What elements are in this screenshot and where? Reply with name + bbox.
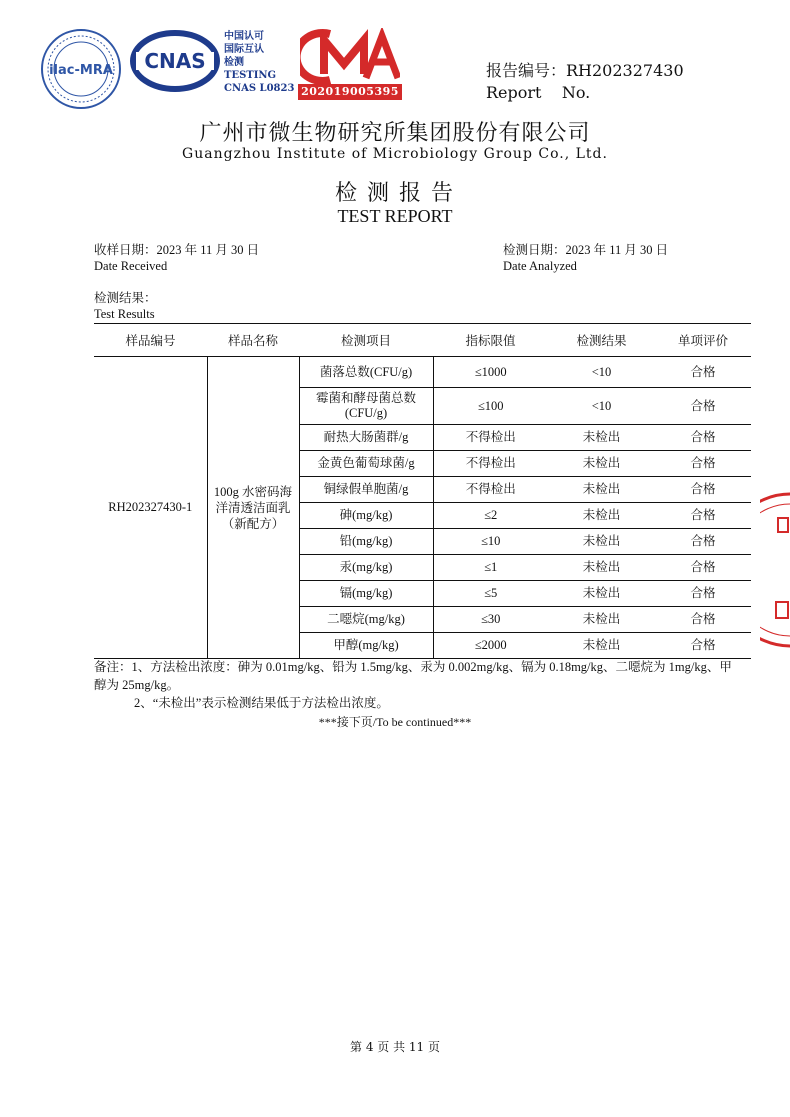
cnas-line: 中国认可 bbox=[224, 31, 264, 42]
evaluation: 合格 bbox=[655, 388, 751, 425]
cnas-logo bbox=[130, 30, 220, 92]
limit-value: 不得检出 bbox=[433, 451, 548, 477]
table-row bbox=[94, 357, 751, 388]
cnas-line: TESTING bbox=[224, 70, 277, 81]
test-result: 未检出 bbox=[548, 451, 655, 477]
column-header: 检测结果 bbox=[548, 324, 655, 357]
report-number: 报告编号：RH202327430 bbox=[486, 61, 684, 80]
test-item: 菌落总数(CFU/g) bbox=[299, 357, 433, 388]
evaluation: 合格 bbox=[655, 451, 751, 477]
column-header: 样品编号 bbox=[94, 324, 207, 357]
limit-value: ≤1000 bbox=[433, 357, 548, 388]
cnas-line: CNAS L0823 bbox=[224, 83, 295, 94]
test-result: 未检出 bbox=[548, 633, 655, 659]
test-item: 砷(mg/kg) bbox=[299, 503, 433, 529]
report-title-cn: 检测报告 bbox=[334, 181, 463, 206]
date-received-cn: 收样日期：2023 年 11 月 30 日 bbox=[94, 243, 260, 257]
evaluation: 合格 bbox=[655, 477, 751, 503]
continued-marker: ***接下页/To be continued*** bbox=[318, 715, 472, 729]
date-analyzed-en: Date Analyzed bbox=[503, 259, 577, 273]
date-analyzed-cn: 检测日期：2023 年 11 月 30 日 bbox=[503, 243, 669, 257]
limit-value: 不得检出 bbox=[433, 477, 548, 503]
test-results-label bbox=[94, 290, 157, 322]
ilac-mra-logo bbox=[40, 28, 122, 110]
test-item: 镉(mg/kg) bbox=[299, 581, 433, 607]
test-item: 甲醇(mg/kg) bbox=[299, 633, 433, 659]
evaluation: 合格 bbox=[655, 425, 751, 451]
cnas-line: 检测 bbox=[224, 57, 244, 68]
test-item: 铜绿假单胞菌/g bbox=[299, 477, 433, 503]
sample-id: RH202327430-1 bbox=[94, 357, 207, 659]
test-results-label-en: Test Results bbox=[94, 307, 155, 321]
report-title-en: TEST REPORT bbox=[337, 206, 453, 226]
column-header: 单项评价 bbox=[655, 324, 751, 357]
column-header: 检测项目 bbox=[299, 324, 433, 357]
test-results-label-cn: 检测结果： bbox=[94, 291, 157, 305]
ilac-text: ilac-MRA bbox=[49, 63, 113, 78]
test-result: 未检出 bbox=[548, 555, 655, 581]
test-item: 汞(mg/kg) bbox=[299, 555, 433, 581]
cnas-text: CNAS bbox=[144, 49, 206, 73]
company-name-en: Guangzhou Institute of Microbiology Group Co., Ltd. bbox=[182, 146, 608, 162]
seal-stamp-icon bbox=[760, 490, 790, 650]
date-analyzed bbox=[503, 242, 668, 274]
test-result: <10 bbox=[548, 388, 655, 425]
remark-note-2: 2、“未检出”表示检测结果低于方法检出浓度。 bbox=[134, 696, 389, 710]
cnas-line: 国际互认 bbox=[224, 44, 264, 55]
date-received bbox=[94, 242, 259, 274]
evaluation: 合格 bbox=[655, 633, 751, 659]
limit-value: ≤2000 bbox=[433, 633, 548, 659]
column-header: 样品名称 bbox=[207, 324, 299, 357]
limit-value: ≤1 bbox=[433, 555, 548, 581]
evaluation: 合格 bbox=[655, 357, 751, 388]
limit-value: ≤10 bbox=[433, 529, 548, 555]
evaluation: 合格 bbox=[655, 529, 751, 555]
test-result: 未检出 bbox=[548, 607, 655, 633]
results-table bbox=[94, 323, 751, 659]
test-item: 霉菌和酵母菌总数(CFU/g) bbox=[299, 388, 433, 425]
table-header-row bbox=[94, 324, 751, 357]
evaluation: 合格 bbox=[655, 503, 751, 529]
test-item: 金黄色葡萄球菌/g bbox=[299, 451, 433, 477]
cnas-accreditation-text bbox=[224, 30, 294, 95]
test-item: 耐热大肠菌群/g bbox=[299, 425, 433, 451]
evaluation: 合格 bbox=[655, 581, 751, 607]
cma-number: 202019005395 bbox=[298, 84, 402, 100]
test-result: 未检出 bbox=[548, 581, 655, 607]
limit-value: 不得检出 bbox=[433, 425, 548, 451]
test-item: 铅(mg/kg) bbox=[299, 529, 433, 555]
test-result: <10 bbox=[548, 357, 655, 388]
date-received-en: Date Received bbox=[94, 259, 168, 273]
company-name-cn: 广州市微生物研究所集团股份有限公司 bbox=[199, 121, 591, 146]
evaluation: 合格 bbox=[655, 555, 751, 581]
page-number: 第 4 页 共 11 页 bbox=[350, 1040, 440, 1054]
report-number-en: Report No. bbox=[486, 83, 591, 102]
column-header: 指标限值 bbox=[433, 324, 548, 357]
limit-value: ≤30 bbox=[433, 607, 548, 633]
test-result: 未检出 bbox=[548, 425, 655, 451]
test-result: 未检出 bbox=[548, 477, 655, 503]
limit-value: ≤2 bbox=[433, 503, 548, 529]
evaluation: 合格 bbox=[655, 607, 751, 633]
remark-note-1: 备注：1、方法检出浓度：砷为 0.01mg/kg、铅为 1.5mg/kg、汞为 0.002mg/kg、镉为 0.18mg/kg、二噁烷为 1mg/kg、甲醇为 25mg/kg。 bbox=[94, 660, 732, 692]
cma-logo bbox=[300, 28, 400, 84]
limit-value: ≤5 bbox=[433, 581, 548, 607]
limit-value: ≤100 bbox=[433, 388, 548, 425]
test-result: 未检出 bbox=[548, 529, 655, 555]
test-item: 二噁烷(mg/kg) bbox=[299, 607, 433, 633]
sample-name: 100g 水密码海洋清透洁面乳（新配方） bbox=[207, 357, 299, 659]
test-result: 未检出 bbox=[548, 503, 655, 529]
